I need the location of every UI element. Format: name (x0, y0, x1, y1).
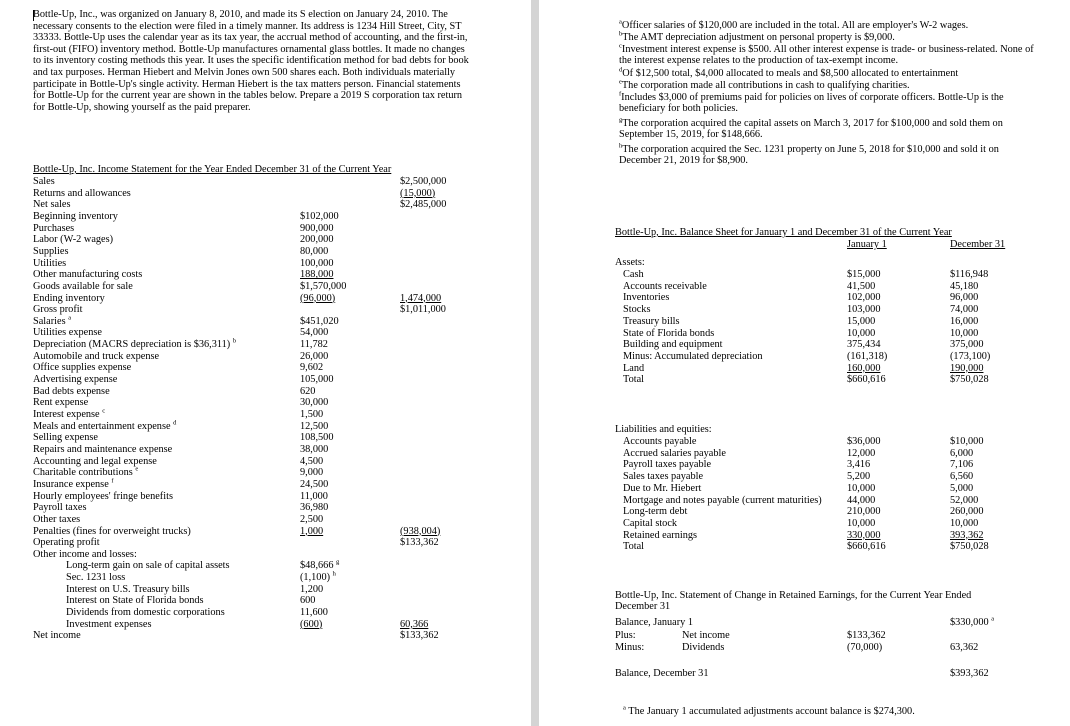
income-line-label: Advertising expense (33, 374, 118, 386)
income-line-label: Utilities (33, 257, 67, 269)
intro-paragraph: Bottle-Up, Inc., was organized on January 8, 2010, and made its S election on January 24, 2010. The necessary consents to the election were filed in a timely manner. Its address is 1234 Hill Street, City, ST 33333. Bottle-Up uses the calendar year as its tax year, the accrual method of accounting, and the first-in, first-out (FIFO) inventory method. Bottle-Up manufactures ornamental glass bottles. It made no changes to its inventory costing methods this year. It uses the specific identification method for bad debts for book and tax purposes. Herman Hiebert and Melvin Jones own 500 shares each. Both individuals materially participate in Bottle-Up's single activity. Herman Hiebert is the tax matters person. Financial statements for Bottle-Up for the current year are shown in the tables below. Prepare a 2019 S corporation tax return for Bottle-Up, showing yourself as the paid preparer. (33, 9, 469, 113)
asset-label: Stocks (623, 304, 651, 316)
asset-jan: 160,000 (847, 362, 881, 374)
footnote-text: Officer salaries of $120,000 are included in the total. All are employer's W-2 wages. (621, 20, 969, 31)
asset-dec: $116,948 (950, 269, 989, 280)
asset-dec: 45,180 (950, 280, 979, 292)
income-line-label: Returns and allowances (33, 187, 131, 199)
liability-jan: 10,000 (847, 482, 876, 494)
asset-jan: $660,616 (847, 374, 886, 386)
income-line-label: Repairs and maintenance expense (33, 443, 173, 455)
liability-jan: 12,000 (847, 447, 876, 459)
re-bal-jan-label: Balance, January 1 (615, 617, 694, 628)
liability-dec: 6,000 (950, 447, 974, 459)
re-bal-dec-value: $393,362 (950, 668, 989, 679)
footnote-mark: c (102, 407, 106, 415)
income-line-total: $1,011,000 (400, 304, 446, 316)
income-line-total: $133,362 (400, 537, 439, 549)
income-line-label: Investment expenses (66, 618, 152, 630)
income-line-total: 60,366 (400, 618, 429, 630)
col-header-dec: December 31 (950, 239, 1006, 250)
income-line-label: Labor (W-2 wages) (33, 234, 114, 246)
re-title: Bottle-Up, Inc. Statement of Change in Retained Earnings, for the Current Year Ended December 31 (615, 590, 972, 613)
asset-jan: (161,318) (847, 350, 888, 362)
liability-dec: 52,000 (950, 494, 979, 506)
asset-jan: $15,000 (847, 269, 881, 280)
income-line-amount: 188,000 (300, 269, 334, 281)
income-line-label: Salaries $^a$ (33, 314, 72, 327)
liability-label: Payroll taxes payable (623, 459, 712, 471)
income-line-label: Beginning inventory (33, 210, 118, 222)
income-line-amount: 24,500 (300, 478, 329, 490)
footnote-text: Includes $3,000 of premiums paid for policies on lives of corporate officers. Bottle-Up is the beneficiary for both policies. (619, 92, 1004, 115)
income-line-amount: 1,200 (300, 583, 324, 595)
income-line-total: 1,474,000 (400, 292, 442, 304)
income-line-label: Long-term gain on sale of capital assets (66, 560, 230, 572)
income-line-total: $2,485,000 (400, 199, 447, 211)
income-line-amount: 38,000 (300, 443, 329, 455)
income-line-total: (15,000) (400, 187, 436, 199)
footnote-text: The corporation acquired the Sec. 1231 property on June 5, 2018 for $10,000 and sold it on December 21, 2019 for $8,900. (619, 144, 999, 167)
income-line-label: Penalties (fines for overweight trucks) (33, 525, 191, 537)
income-line-label: Selling expense (33, 432, 98, 444)
footnote-mark: c (619, 42, 622, 50)
footnote (619, 32, 1039, 43)
liability-label: Retained earnings (623, 529, 698, 541)
income-line-amount: $451,020 (300, 315, 339, 327)
footnote-mark: h (332, 570, 336, 578)
footnote-mark: a (991, 615, 995, 623)
re-plus-value: $133,362 (847, 630, 886, 641)
liability-dec: 7,106 (950, 459, 974, 471)
asset-dec: (173,100) (950, 350, 991, 362)
income-line-amount: (96,000) (300, 292, 336, 304)
income-line-amount: $1,570,000 (300, 280, 347, 292)
footnote-text: The corporation made all contributions in cash to qualifying charities. (621, 80, 910, 91)
liability-jan: 10,000 (847, 517, 876, 529)
income-line-amount: 9,000 (300, 467, 324, 479)
income-line-label: Interest on U.S. Treasury bills (66, 583, 190, 595)
footnote-mark: g (336, 559, 340, 567)
income-line-amount: (1,100) $^h$ (300, 570, 336, 584)
liability-dec: 393,362 (950, 529, 984, 541)
asset-label: Treasury bills (623, 315, 680, 327)
asset-label: Total (623, 374, 645, 386)
footnote-mark: d (173, 419, 177, 427)
income-line-amount: 4,500 (300, 455, 324, 467)
footnote (619, 80, 1039, 91)
income-line-label: Ending inventory (33, 292, 105, 304)
liability-jan: $36,000 (847, 436, 881, 447)
footnote-text: Of $12,500 total, $4,000 allocated to meals and $8,500 allocated to entertainment (622, 68, 959, 79)
asset-dec: $750,028 (950, 374, 989, 386)
re-minus-label: Minus: (615, 642, 645, 653)
liability-label: Accrued salaries payable (623, 447, 726, 459)
income-line-label: Automobile and truck expense (33, 350, 160, 362)
footnote-mark: f (111, 477, 114, 485)
income-line-label: Interest expense $^c$ (33, 407, 106, 420)
footnote-mark: e (135, 465, 139, 473)
income-line-label: Charitable contributions $^e$ (33, 465, 139, 479)
income-line-label: Hourly employees' fringe benefits (33, 490, 173, 502)
asset-label: Minus: Accumulated depreciation (623, 350, 763, 362)
income-line-label: Dividends from domestic corporations (66, 607, 225, 619)
income-line-amount: 100,000 (300, 257, 334, 269)
income-line-label: Other manufacturing costs (33, 269, 143, 281)
income-line-label: Depreciation (MACRS depreciation is $36,311) $^b$ (33, 337, 237, 351)
asset-dec: 74,000 (950, 304, 979, 316)
income-line-amount: (600) (300, 618, 323, 630)
footnote-mark: e (619, 78, 622, 86)
income-line-amount: 30,000 (300, 397, 329, 409)
asset-dec: 96,000 (950, 292, 979, 304)
asset-jan: 10,000 (847, 327, 876, 339)
income-line-label: Operating profit (33, 537, 100, 549)
income-line-amount: 900,000 (300, 222, 334, 234)
income-statement-title: Bottle-Up, Inc. Income Statement for the Year Ended December 31 of the Current Year (33, 164, 392, 175)
income-line-label: Payroll taxes (33, 502, 87, 514)
re-bal-dec-label: Balance, December 31 (615, 668, 709, 679)
income-line-label: Bad debts expense (33, 385, 110, 397)
re-plus-item: Net income (682, 630, 730, 641)
income-line-amount: 11,600 (300, 607, 328, 619)
liab-header: Liabilities and equities: (615, 424, 712, 435)
footnote-text: The corporation acquired the capital assets on March 3, 2017 for $100,000 and sold them on September 15, 2019, for $148,666. (619, 118, 1003, 141)
income-line-label: Net income (33, 630, 81, 642)
asset-label: Accounts receivable (623, 280, 707, 292)
asset-dec: 375,000 (950, 339, 984, 351)
liability-dec: 260,000 (950, 506, 984, 518)
footnote-mark: a (619, 18, 622, 26)
liability-jan: 44,000 (847, 494, 876, 506)
assets-header: Assets: (615, 257, 645, 268)
income-line-amount: 26,000 (300, 350, 329, 362)
income-line-label: Interest on State of Florida bonds (66, 595, 204, 607)
footnote (619, 20, 1039, 31)
income-line-amount: 1,500 (300, 409, 324, 420)
income-line-label: Rent expense (33, 397, 89, 409)
income-line-amount: 600 (300, 595, 316, 607)
asset-dec: 10,000 (950, 327, 979, 339)
income-line-label: Office supplies expense (33, 362, 132, 374)
liability-jan: 5,200 (847, 471, 871, 483)
income-line-amount: 9,602 (300, 362, 324, 374)
income-line-amount: 200,000 (300, 234, 334, 246)
income-line-label: Sec. 1231 loss (66, 572, 126, 584)
liability-label: Due to Mr. Hiebert (623, 482, 702, 494)
asset-label: Cash (623, 269, 644, 280)
left-page (0, 0, 531, 726)
footnote-mark: h (619, 142, 623, 150)
footnote-mark: g (619, 116, 623, 124)
income-line-amount: 1,000 (300, 525, 324, 537)
re-minus-item: Dividends (682, 642, 725, 653)
income-line-label: Supplies (33, 245, 69, 257)
liability-dec: 10,000 (950, 517, 979, 529)
income-line-label: Insurance expense $^f$ (33, 477, 114, 490)
asset-dec: 190,000 (950, 362, 984, 374)
liability-label: Long-term debt (623, 506, 688, 518)
income-line-amount: 105,000 (300, 374, 334, 386)
income-line-amount: 2,500 (300, 513, 324, 525)
liability-label: Capital stock (623, 517, 678, 529)
footnote-mark: b (619, 30, 623, 38)
income-line-label: Goods available for sale (33, 280, 133, 292)
income-line-label: Net sales (33, 199, 71, 211)
asset-label: Inventories (623, 292, 670, 304)
income-line-total: $133,362 (400, 630, 439, 642)
re-plus-label: Plus: (615, 630, 636, 641)
re-bal-jan-value: $330,000 $^a$ (950, 615, 995, 628)
asset-jan: 103,000 (847, 304, 881, 316)
asset-label: State of Florida bonds (623, 327, 715, 339)
income-line-amount: 12,500 (300, 420, 329, 432)
income-line-amount: 54,000 (300, 327, 329, 339)
asset-label: Land (623, 362, 645, 374)
footnote (619, 68, 1039, 79)
asset-label: Building and equipment (623, 339, 723, 351)
re-footnote: $^a$ The January 1 accumulated adjustments account balance is $274,300. (623, 704, 915, 717)
asset-jan: 102,000 (847, 292, 881, 304)
liability-label: Accounts payable (623, 436, 697, 447)
footnote-text: Investment interest expense is $500. All other interest expense is trade- or business-related. None of the interest expense relates to the production of tax-exempt income. (619, 44, 1034, 67)
footnote-mark: b (232, 337, 237, 345)
re-minus-value: (70,000) (847, 642, 883, 653)
footnote (619, 144, 1039, 167)
footnote (619, 118, 1039, 141)
footnote-mark: f (619, 90, 622, 98)
income-line-label: Gross profit (33, 304, 83, 316)
liability-jan: $660,616 (847, 541, 886, 553)
footnote-mark: d (619, 66, 623, 74)
liability-dec: $750,028 (950, 541, 989, 553)
liability-jan: 3,416 (847, 459, 871, 471)
liability-label: Total (623, 541, 645, 553)
col-header-jan: January 1 (847, 239, 887, 250)
liability-label: Sales taxes payable (623, 471, 704, 483)
footnote (619, 92, 1039, 115)
income-line-total: $2,500,000 (400, 176, 447, 187)
income-line-label: Accounting and legal expense (33, 455, 157, 467)
income-line-amount: $102,000 (300, 210, 339, 222)
asset-jan: 15,000 (847, 315, 876, 327)
income-line-amount: 108,500 (300, 432, 334, 444)
right-page (539, 0, 1070, 726)
asset-jan: 375,434 (847, 339, 881, 351)
income-line-amount: 11,782 (300, 339, 328, 351)
liability-jan: 210,000 (847, 506, 881, 518)
balance-sheet-title: Bottle-Up, Inc. Balance Sheet for January 1 and December 31 of the Current Year (615, 227, 952, 238)
liability-dec: 5,000 (950, 482, 974, 494)
liability-label: Mortgage and notes payable (current maturities) (623, 494, 822, 506)
income-line-label: Sales (33, 176, 55, 187)
footnote-mark: a (623, 704, 626, 712)
income-line-amount: $48,666 $^g$ (300, 559, 340, 572)
liability-dec: $10,000 (950, 436, 984, 447)
income-line-label: Utilities expense (33, 327, 102, 339)
income-line-total: (938,004) (400, 525, 441, 537)
re-net-change: 63,362 (950, 642, 979, 653)
income-line-amount: 620 (300, 385, 316, 397)
footnote-mark: a (68, 314, 72, 322)
income-line-label: Purchases (33, 222, 75, 234)
income-line-amount: 80,000 (300, 245, 329, 257)
income-line-label: Other taxes (33, 513, 81, 525)
income-line-label: Other income and losses: (33, 548, 137, 560)
income-line-amount: 36,980 (300, 502, 329, 514)
liability-jan: 330,000 (847, 529, 881, 541)
footnote (619, 44, 1039, 67)
income-line-label: Meals and entertainment expense $^d$ (33, 419, 177, 432)
asset-dec: 16,000 (950, 315, 979, 327)
footnote-text: The AMT depreciation adjustment on personal property is $9,000. (622, 32, 895, 43)
income-line-amount: 11,000 (300, 490, 328, 502)
liability-dec: 6,560 (950, 471, 974, 483)
asset-jan: 41,500 (847, 280, 876, 292)
